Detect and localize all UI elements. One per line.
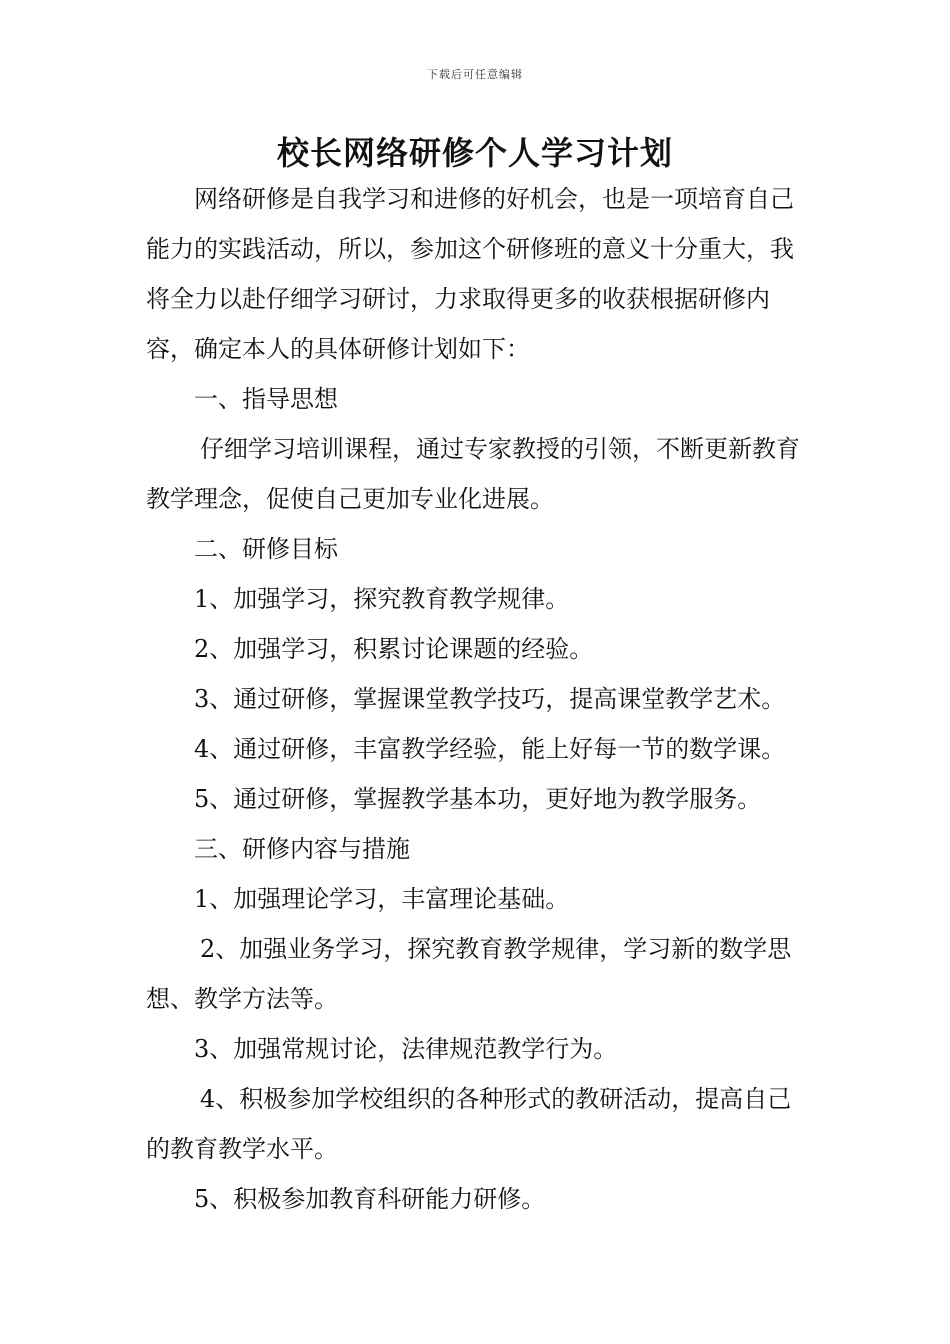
document-body	[146, 174, 810, 1224]
measure-item: 4、积极参加学校组织的各种形式的教研活动，提高自己的教育教学水平。	[146, 1085, 792, 1163]
section1-paragraph: 仔细学习培训课程，通过专家教授的引领，不断更新教育教学理念，促使自己更加专业化进展。	[146, 435, 800, 513]
measure-item: 5、积极参加教育科研能力研修。	[194, 1185, 546, 1213]
section1-heading: 一、指导思想	[194, 385, 338, 413]
measure-item: 1、加强理论学习，丰富理论基础。	[194, 885, 570, 913]
measure-item: 3、加强常规讨论，法律规范教学行为。	[194, 1035, 618, 1063]
goal-item: 4、通过研修，丰富教学经验，能上好每一节的数学课。	[194, 735, 786, 763]
header-note: 下载后可任意编辑	[427, 68, 523, 81]
goal-item: 2、加强学习，积累讨论课题的经验。	[194, 635, 594, 663]
goal-item: 1、加强学习，探究教育教学规律。	[194, 585, 570, 613]
section3-heading: 三、研修内容与措施	[194, 835, 410, 863]
section2-heading: 二、研修目标	[194, 535, 338, 563]
measure-item: 2、加强业务学习，探究教育教学规律，学习新的数学思想、教学方法等。	[146, 935, 792, 1013]
intro-paragraph: 网络研修是自我学习和进修的好机会，也是一项培育自己能力的实践活动，所以，参加这个研修班的意义十分重大，我将全力以赴仔细学习研讨，力求取得更多的收获根据研修内容，确定本人的具体研修计划如下：	[146, 185, 794, 363]
document-title: 校长网络研修个人学习计划	[276, 134, 673, 172]
goal-item: 3、通过研修，掌握课堂教学技巧，提高课堂教学艺术。	[194, 685, 786, 713]
goal-item: 5、通过研修，掌握教学基本功，更好地为教学服务。	[194, 785, 762, 813]
